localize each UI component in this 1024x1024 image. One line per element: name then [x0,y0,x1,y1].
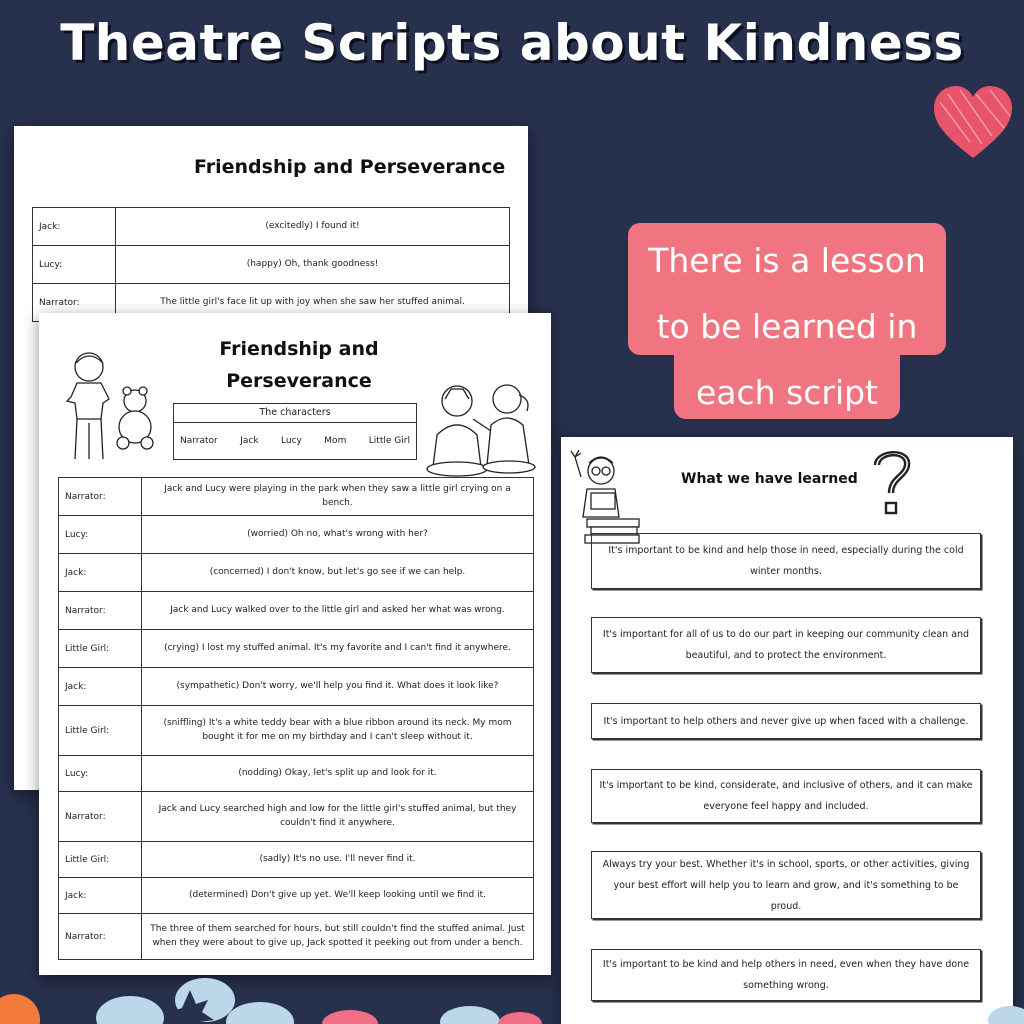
reading-boy-illustration [569,447,649,547]
character-name: Lucy [281,436,302,446]
table-row [59,592,534,630]
speaker-cell: Jack: [59,554,142,592]
line-cell: Jack and Lucy walked over to the little girl and asked her what was wrong. [142,592,534,630]
character-name: Narrator [180,436,218,446]
line-cell: (worried) Oh no, what's wrong with her? [142,516,534,554]
speaker-cell: Narrator: [59,914,142,960]
lesson-box: Always try your best. Whether it's in school, sports, or other activities, giving your best effort will help you to learn and grow, and it's something to be proud. [591,851,981,919]
speaker-cell: Lucy: [59,756,142,792]
front-sheet-title [189,333,409,397]
table-row [59,478,534,516]
title-line: Friendship and [219,338,379,360]
table-row [59,668,534,706]
table-row [59,914,534,960]
front-script-sheet [39,313,551,975]
speaker-cell: Jack: [59,878,142,914]
line-cell: (sadly) It's no use. I'll never find it. [142,842,534,878]
lesson-callout-text [628,228,946,426]
character-name: Jack [240,436,259,446]
line-cell: (concerned) I don't know, but let's go see if we can help. [142,554,534,592]
learned-title: What we have learned [681,471,858,487]
lesson-box: It's important to help others and never give up when faced with a challenge. [591,703,981,739]
speaker-cell: Narrator: [59,792,142,842]
speaker-cell: Lucy: [59,516,142,554]
table-row [33,208,510,246]
headline: Theatre Scripts about Kindness [60,14,964,72]
characters-box [173,403,417,460]
back-script-table [32,207,510,322]
line-cell: (nodding) Okay, let's split up and look for it. [142,756,534,792]
table-row [59,706,534,756]
back-sheet-title: Friendship and Perseverance [194,156,506,178]
line-cell: (determined) Don't give up yet. We'll keep looking until we find it. [142,878,534,914]
boy-with-teddy-illustration [49,349,169,469]
two-girls-illustration [415,375,543,479]
callout-line: each script [695,373,879,412]
lesson-box: It's important to be kind and help others in need, even when they have done something wrong. [591,949,981,1001]
learned-sheet [561,437,1013,1024]
table-row [59,792,534,842]
speaker-cell: Little Girl: [59,842,142,878]
table-row [33,246,510,284]
line-cell: (sniffling) It's a white teddy bear with a blue ribbon around its neck. My mom bought it for me on my birthday and I can't sleep without it. [142,706,534,756]
table-row [59,756,534,792]
line-cell: Jack and Lucy searched high and low for the little girl's stuffed animal, but they couldn't find it anywhere. [142,792,534,842]
lesson-box: It's important for all of us to do our part in keeping our community clean and beautiful, and to protect the environment. [591,617,981,673]
line-cell: (happy) Oh, thank goodness! [116,246,510,284]
front-script-table [58,477,534,960]
speaker-cell: Jack: [59,668,142,706]
line-cell: (excitedly) I found it! [116,208,510,246]
speaker-cell: Lucy: [33,246,116,284]
speaker-cell: Narrator: [33,284,116,322]
callout-line: to be learned in [656,307,918,346]
character-name: Little Girl [368,436,410,446]
speaker-cell: Narrator: [59,478,142,516]
line-cell: (sympathetic) Don't worry, we'll help you find it. What does it look like? [142,668,534,706]
title-line: Perseverance [226,370,372,392]
character-name: Mom [324,436,347,446]
table-row [59,630,534,668]
characters-heading: The characters [174,404,416,423]
characters-list [174,423,416,459]
lesson-box: It's important to be kind and help those in need, especially during the cold winter months. [591,533,981,589]
line-cell: Jack and Lucy were playing in the park when they saw a little girl crying on a bench. [142,478,534,516]
heart-icon [930,82,1016,162]
table-row [59,554,534,592]
line-cell: The little girl's face lit up with joy when she saw her stuffed animal. [116,284,510,322]
speaker-cell: Little Girl: [59,706,142,756]
line-cell: The three of them searched for hours, but still couldn't find the stuffed animal. Just when they were about to give up, Jack spotted it peeking out from under a bench. [142,914,534,960]
line-cell: (crying) I lost my stuffed animal. It's my favorite and I can't find it anywhere. [142,630,534,668]
speaker-cell: Narrator: [59,592,142,630]
flower-decoration [0,960,1024,1024]
callout-line: There is a lesson [648,241,926,280]
speaker-cell: Little Girl: [59,630,142,668]
table-row [59,516,534,554]
table-row [59,878,534,914]
speaker-cell: Jack: [33,208,116,246]
lesson-box: It's important to be kind, considerate, and inclusive of others, and it can make everyone feel happy and included. [591,769,981,823]
question-mark-icon [867,443,917,519]
table-row [59,842,534,878]
